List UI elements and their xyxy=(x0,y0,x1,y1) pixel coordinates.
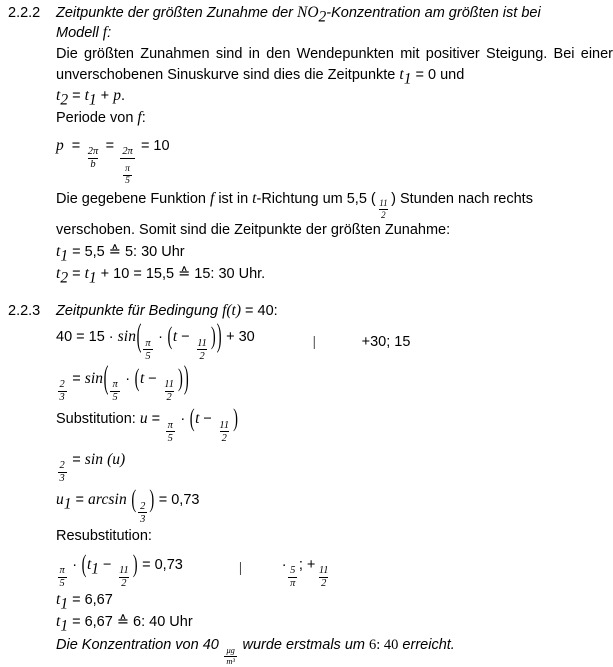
resub-f-numerator: 11 xyxy=(119,565,129,577)
period-eq-equals-2: = xyxy=(105,138,115,154)
task-2-2-2-heading-line2 xyxy=(56,23,613,43)
resub-note-fraction-11-2 xyxy=(317,565,331,589)
resub-minus: − xyxy=(99,556,116,573)
main-eq-fraction-numerator: 11 xyxy=(197,337,207,349)
task-2-2-2-heading xyxy=(56,3,613,26)
task-2-2-3-number: 2.2.3 xyxy=(8,303,41,320)
period-label-colon: : xyxy=(141,110,146,126)
main-eq-outer-paren-close: ) xyxy=(216,319,222,356)
result-t1-equals: = 5,5 xyxy=(68,244,109,261)
heading-text-part1: Zeitpunkte der größten Zunahme der xyxy=(56,5,297,21)
period-eq-fraction-1-numerator: 2π xyxy=(87,146,99,158)
period-eq-fraction-2 xyxy=(120,146,136,186)
conclusion-unit-denominator: m³ xyxy=(226,656,235,666)
period-eq-equals-1: = xyxy=(71,138,81,154)
substitution-five: 5 xyxy=(167,432,173,444)
result-t2-var: t xyxy=(56,265,61,283)
resub-result: = 0,73 xyxy=(138,556,183,573)
eq-t2-lhs-sub: 2 xyxy=(60,91,69,109)
task-2-2-2 xyxy=(0,3,613,285)
resub-t-subscript: 1 xyxy=(91,560,100,578)
main-eq-five: 5 xyxy=(145,350,151,362)
two-thirds-fraction xyxy=(58,379,67,403)
heading-model-label: Modell xyxy=(56,25,103,41)
period-eq-result: 10 xyxy=(153,138,170,154)
two-thirds-inner-paren-close: ) xyxy=(177,364,183,393)
task-2-2-3-equation-u1 xyxy=(56,484,613,525)
resub-f-denominator: 2 xyxy=(121,578,127,590)
resub-note-dot: · xyxy=(281,556,287,573)
main-eq-inner-paren-open: ( xyxy=(167,323,173,352)
sin-u-denominator: 3 xyxy=(59,473,65,485)
substitution-minus: − xyxy=(199,411,216,428)
task-2-2-2-result-t1 xyxy=(56,241,613,263)
task-2-2-3-heading-f: f xyxy=(222,302,227,320)
resub-operation-bar: | xyxy=(238,560,242,577)
substitution-label: Substitution: xyxy=(56,411,140,428)
eq-t2-plus: + xyxy=(96,88,114,104)
task-2-2-2-body xyxy=(56,3,613,285)
task-2-2-3-heading-post: = 40: xyxy=(241,303,278,320)
substitution-paren-open: ( xyxy=(189,405,195,434)
two-thirds-fraction-11-2 xyxy=(162,379,176,403)
paragraph-1-t1: t xyxy=(399,65,404,83)
task-2-2-2-period-label xyxy=(56,107,613,129)
task-2-2-2-paragraph-2-line2: verschoben. Somit sind die Zeitpunkte der größten Zunahme: xyxy=(56,222,451,239)
paragraph-2-t: t xyxy=(252,189,257,207)
substitution-pi-over-5 xyxy=(166,420,175,444)
task-2-2-2-result-t2 xyxy=(56,263,613,285)
sin-u-equals: = xyxy=(68,451,85,468)
task-2-2-3-heading-pre: Zeitpunkte für Bedingung xyxy=(56,303,223,320)
result-t1-raw-var: t xyxy=(56,591,61,609)
task-2-2-2-paragraph-2-line1 xyxy=(56,187,613,221)
period-eq-fraction-2-denominator xyxy=(120,158,136,187)
conclusion-post: erreicht. xyxy=(398,637,455,654)
two-thirds-five: 5 xyxy=(112,392,118,404)
main-eq-sin: sin xyxy=(117,328,137,346)
resubstitution-equation xyxy=(56,547,183,590)
conclusion-pre: Die Konzentration von 40 xyxy=(56,637,223,654)
task-2-2-3 xyxy=(0,301,613,666)
period-eq-fraction-2-numerator: 2π xyxy=(122,146,133,158)
period-eq-p: p xyxy=(56,137,64,154)
resub-note-separator: ; + xyxy=(298,556,316,573)
eq-t2-equals: = xyxy=(68,88,85,104)
paragraph-1-und: und xyxy=(436,66,465,83)
conclusion-unit-numerator: μg xyxy=(226,645,235,655)
resub-t: t xyxy=(86,555,92,573)
main-eq-pi-over-5 xyxy=(143,338,152,362)
resub-note-5: 5 xyxy=(290,565,296,577)
task-2-2-2-paragraph-1 xyxy=(56,44,613,85)
u1-result: = 0,73 xyxy=(154,492,200,509)
two-thirds-pi: π xyxy=(112,379,118,391)
heading-no2: NO xyxy=(297,4,319,21)
task-2-2-2-number: 2.2.2 xyxy=(8,5,41,21)
heading-text-part2: -Konzentration am größten ist bei xyxy=(326,5,541,21)
resub-note-2: 2 xyxy=(321,578,327,590)
resub-paren-open: ( xyxy=(81,550,87,579)
paragraph-2-fraction xyxy=(377,199,389,220)
task-2-2-3-equation-sin-u xyxy=(56,444,613,485)
substitution-fraction-11-2 xyxy=(217,420,231,444)
result-t1-time-sub: 1 xyxy=(60,617,69,635)
eq-t2-p: p xyxy=(113,87,121,104)
main-eq-operation-bar: | xyxy=(312,333,316,350)
period-label-text: Periode von xyxy=(56,110,138,126)
two-thirds-outer-paren-open: ( xyxy=(103,360,109,397)
main-eq-operation-note: +30; 15 xyxy=(361,333,411,350)
heading-no2-subscript: 2 xyxy=(318,8,327,26)
two-thirds-pi-over-5 xyxy=(110,379,119,403)
result-t1-raw-equals: = 6,67 xyxy=(68,592,113,609)
task-2-2-3-equation-two-thirds xyxy=(56,362,613,404)
resub-paren-close: ) xyxy=(132,550,138,579)
result-t1-raw-sub: 1 xyxy=(60,595,69,613)
task-2-2-3-conclusion xyxy=(56,633,613,666)
paragraph-2-fraction-denominator: 2 xyxy=(381,209,386,220)
resub-pi: π xyxy=(59,565,65,577)
main-eq-lhs: 40 = 15 · xyxy=(56,329,118,346)
substitution-u: u xyxy=(139,410,148,428)
result-t2-var2: t xyxy=(84,265,89,283)
two-thirds-equals: = xyxy=(68,370,85,387)
u1-var: u xyxy=(56,491,64,509)
period-eq-nested-denominator: 5 xyxy=(125,175,130,187)
main-equation xyxy=(56,321,255,362)
paragraph-1-t1-subscript: 1 xyxy=(403,69,412,87)
resub-five: 5 xyxy=(59,578,65,590)
eq-t2-rhs-var: t xyxy=(84,87,89,104)
substitution-equals: = xyxy=(147,411,165,428)
task-2-2-3-heading-argument: (t) xyxy=(226,302,242,320)
task-2-2-3-result-t1-time xyxy=(56,611,613,633)
u1-arcsin: arcsin xyxy=(88,491,127,509)
sin-u-numerator: 2 xyxy=(59,460,65,472)
u1-paren-open: ( xyxy=(131,486,137,515)
period-eq-nested-fraction xyxy=(123,164,132,186)
result-t1-var: t xyxy=(56,243,61,261)
substitution-f-numerator: 11 xyxy=(219,419,230,431)
period-label-f: f xyxy=(137,109,142,126)
resub-note-11: 11 xyxy=(318,565,329,577)
paragraph-1-t1-value: = 0 xyxy=(411,66,437,83)
conclusion-mid: wurde erstmals um xyxy=(238,637,369,654)
task-2-2-3-resubstitution-row xyxy=(56,547,613,590)
two-thirds-numerator: 2 xyxy=(59,379,65,391)
period-eq-fraction-1-denominator: b xyxy=(90,159,96,171)
task-2-2-2-period-equation xyxy=(56,129,613,187)
two-thirds-f-denominator: 2 xyxy=(166,392,172,404)
heading-model-colon: : xyxy=(107,25,112,41)
substitution-t: t xyxy=(195,410,200,428)
two-thirds-sin: sin xyxy=(84,369,104,387)
u1-equals: = xyxy=(71,492,89,509)
result-t2-sub2: 1 xyxy=(88,269,97,287)
result-t1-time-equals: = 6,67 xyxy=(68,614,117,631)
paragraph-2-text-b: ist in xyxy=(214,190,253,207)
main-eq-tail: + 30 xyxy=(222,329,255,346)
two-thirds-f-numerator: 11 xyxy=(164,379,174,391)
two-thirds-outer-paren-close: ) xyxy=(183,360,189,397)
result-t1-sub: 1 xyxy=(60,247,69,265)
resub-dot: · xyxy=(68,556,82,573)
period-eq-nested-numerator: π xyxy=(125,163,130,175)
main-eq-minus: − xyxy=(177,329,194,346)
paragraph-2-f: f xyxy=(209,189,215,207)
sin-u-sin: sin xyxy=(84,450,104,468)
task-2-2-3-body xyxy=(56,301,613,666)
u1-fraction-denominator: 3 xyxy=(140,513,146,525)
resub-operation-note xyxy=(282,547,332,590)
two-thirds-t: t xyxy=(139,369,145,387)
resub-fraction-11-2 xyxy=(117,565,131,589)
result-t1-time-corresponds-icon: ≙ xyxy=(116,614,129,631)
main-eq-fraction-denominator: 2 xyxy=(199,350,205,362)
eq-t2-lhs-var: t xyxy=(56,87,61,104)
result-t2-sub: 2 xyxy=(60,269,69,287)
task-2-2-3-main-equation-row xyxy=(56,321,613,362)
eq-t2-period: . xyxy=(120,88,125,104)
paragraph-2-text-c: -Richtung um 5,5 ( xyxy=(256,190,376,207)
paragraph-2-fraction-numerator: 11 xyxy=(379,198,388,209)
paragraph-2-text-a: Die gegebene Funktion xyxy=(56,190,210,207)
substitution-f-denominator: 2 xyxy=(221,432,227,444)
paragraph-2-text-d: ) Stunden nach rechts xyxy=(391,190,533,207)
u1-fraction-2-3 xyxy=(138,501,147,525)
u1-paren-close: ) xyxy=(149,486,155,515)
result-t1-time-value: 6: 40 Uhr xyxy=(129,614,193,631)
sin-u-fraction xyxy=(58,460,67,484)
result-t2-corresponds-icon: ≙ xyxy=(178,266,191,283)
result-t1-time: 5: 30 Uhr xyxy=(120,244,185,261)
main-eq-outer-paren-open: ( xyxy=(136,319,142,356)
main-eq-pi: π xyxy=(145,337,151,349)
task-2-2-3-substitution-line xyxy=(56,403,613,444)
two-thirds-minus: − xyxy=(144,370,161,387)
conclusion-unit-fraction xyxy=(224,647,237,667)
resub-note-fraction-5-pi xyxy=(288,565,297,589)
sin-u-argument: (u) xyxy=(107,450,126,468)
conclusion-time: 6: 40 xyxy=(369,637,399,654)
task-2-2-2-equation-t2 xyxy=(56,85,613,107)
u1-subscript: 1 xyxy=(63,495,72,513)
result-t2-rest: + 10 = 15,5 xyxy=(96,266,179,283)
main-eq-inner-paren-close: ) xyxy=(210,323,216,352)
period-eq-equals-3: = xyxy=(140,138,150,154)
result-t2-time: 15: 30 Uhr. xyxy=(190,266,266,283)
substitution-paren-close: ) xyxy=(233,405,238,434)
result-t1-corresponds-icon: ≙ xyxy=(108,244,121,261)
substitution-dot: · xyxy=(176,411,190,428)
main-eq-fraction-11-2 xyxy=(195,338,209,362)
result-t1-time-var: t xyxy=(56,613,61,631)
two-thirds-denominator: 3 xyxy=(59,392,65,404)
resub-note-pi: π xyxy=(290,578,296,590)
result-t2-equals: = xyxy=(68,266,85,283)
two-thirds-dot: · xyxy=(121,370,135,387)
heading-model-f: f xyxy=(102,24,108,41)
substitution-pi: π xyxy=(167,419,173,431)
main-eq-t: t xyxy=(172,328,178,346)
task-2-2-3-result-t1-raw xyxy=(56,589,613,611)
u1-fraction-numerator: 2 xyxy=(140,500,146,512)
task-2-2-3-resubstitution-label: Resubstitution: xyxy=(56,527,152,544)
eq-t2-rhs-sub: 1 xyxy=(88,91,97,109)
period-eq-fraction-1 xyxy=(86,146,100,170)
main-eq-dot: · xyxy=(154,329,168,346)
paragraph-1-text: Die größten Zunahmen sind in den Wendepunkten mit positiver Steigung. Bei einer unverschobenen Sinuskurve sind dies die Zeitpunkte xyxy=(56,46,613,83)
resub-pi-over-5 xyxy=(58,565,67,589)
two-thirds-inner-paren-open: ( xyxy=(134,364,140,393)
